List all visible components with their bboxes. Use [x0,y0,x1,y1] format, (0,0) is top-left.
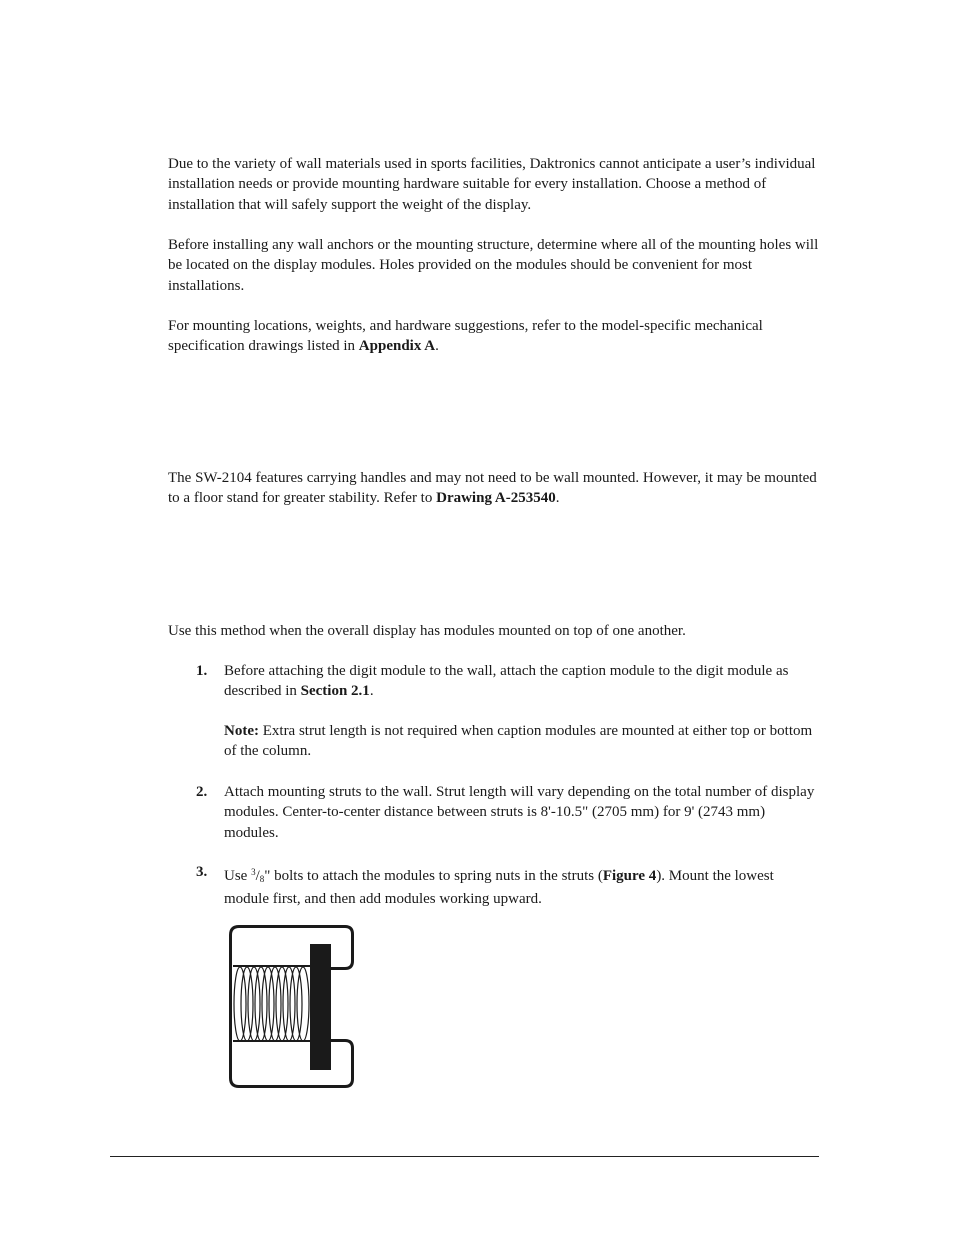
step-number: 1. [196,663,208,679]
appendix-reference-paragraph: For mounting locations, weights, and hardware suggestions, refer to the model-specific mechanical specification drawings listed in Appendix A. [168,318,763,355]
figure-reference: Figure 4 [602,868,657,884]
drawing-reference: Drawing A-253540 [436,490,556,507]
section-reference: Section 2.1 [300,683,370,700]
spring-nut-in-strut-icon [228,924,358,1090]
sw2104-paragraph: The SW-2104 features carrying handles and may not need to be wall mounted. However, it may be mounted to a floor stand for greater stability. Refer to Drawing A-253540. [168,470,817,507]
spring-nut-figure [228,924,358,1095]
step-text: Attach mounting struts to the wall. Strut length will vary depending on the total number of display modules. Center-to-center distance between struts is 8'-10.5" (2705 mm) for 9' (2743 mm) modules. [224,784,815,841]
step-text: Use $^3$/8" bolts to attach the modules to spring nuts in the struts (Figure 4). Mount the lowest module first, and then add modules working upward. [224,867,774,908]
note-text: Note: Extra strut length is not required when caption modules are mounted at either top or bottom of the column. [224,723,813,760]
step-number: 2. [196,784,208,800]
step-number: 3. [196,864,208,880]
footer-divider [110,1156,819,1157]
step-text: Before attaching the digit module to the wall, attach the caption module to the digit module as described in Section 2.1. [224,663,789,700]
mounting-holes-paragraph: Before installing any wall anchors or the mounting structure, determine where all of the mounting holes will be located on the display modules. Holes provided on the modules should be convenient for most installations. [168,237,819,294]
method-intro-paragraph: Use this method when the overall display has modules mounted on top of one another. [168,623,686,639]
note-label: Note: [224,723,259,739]
intro-paragraph: Due to the variety of wall materials used in sports facilities, Daktronics cannot anticipate a user’s individual installation needs or provide mounting hardware suitable for every installation. Choose a method of installation that will safely support the weight of the display. [168,156,816,213]
appendix-a-reference: Appendix A [358,338,436,355]
